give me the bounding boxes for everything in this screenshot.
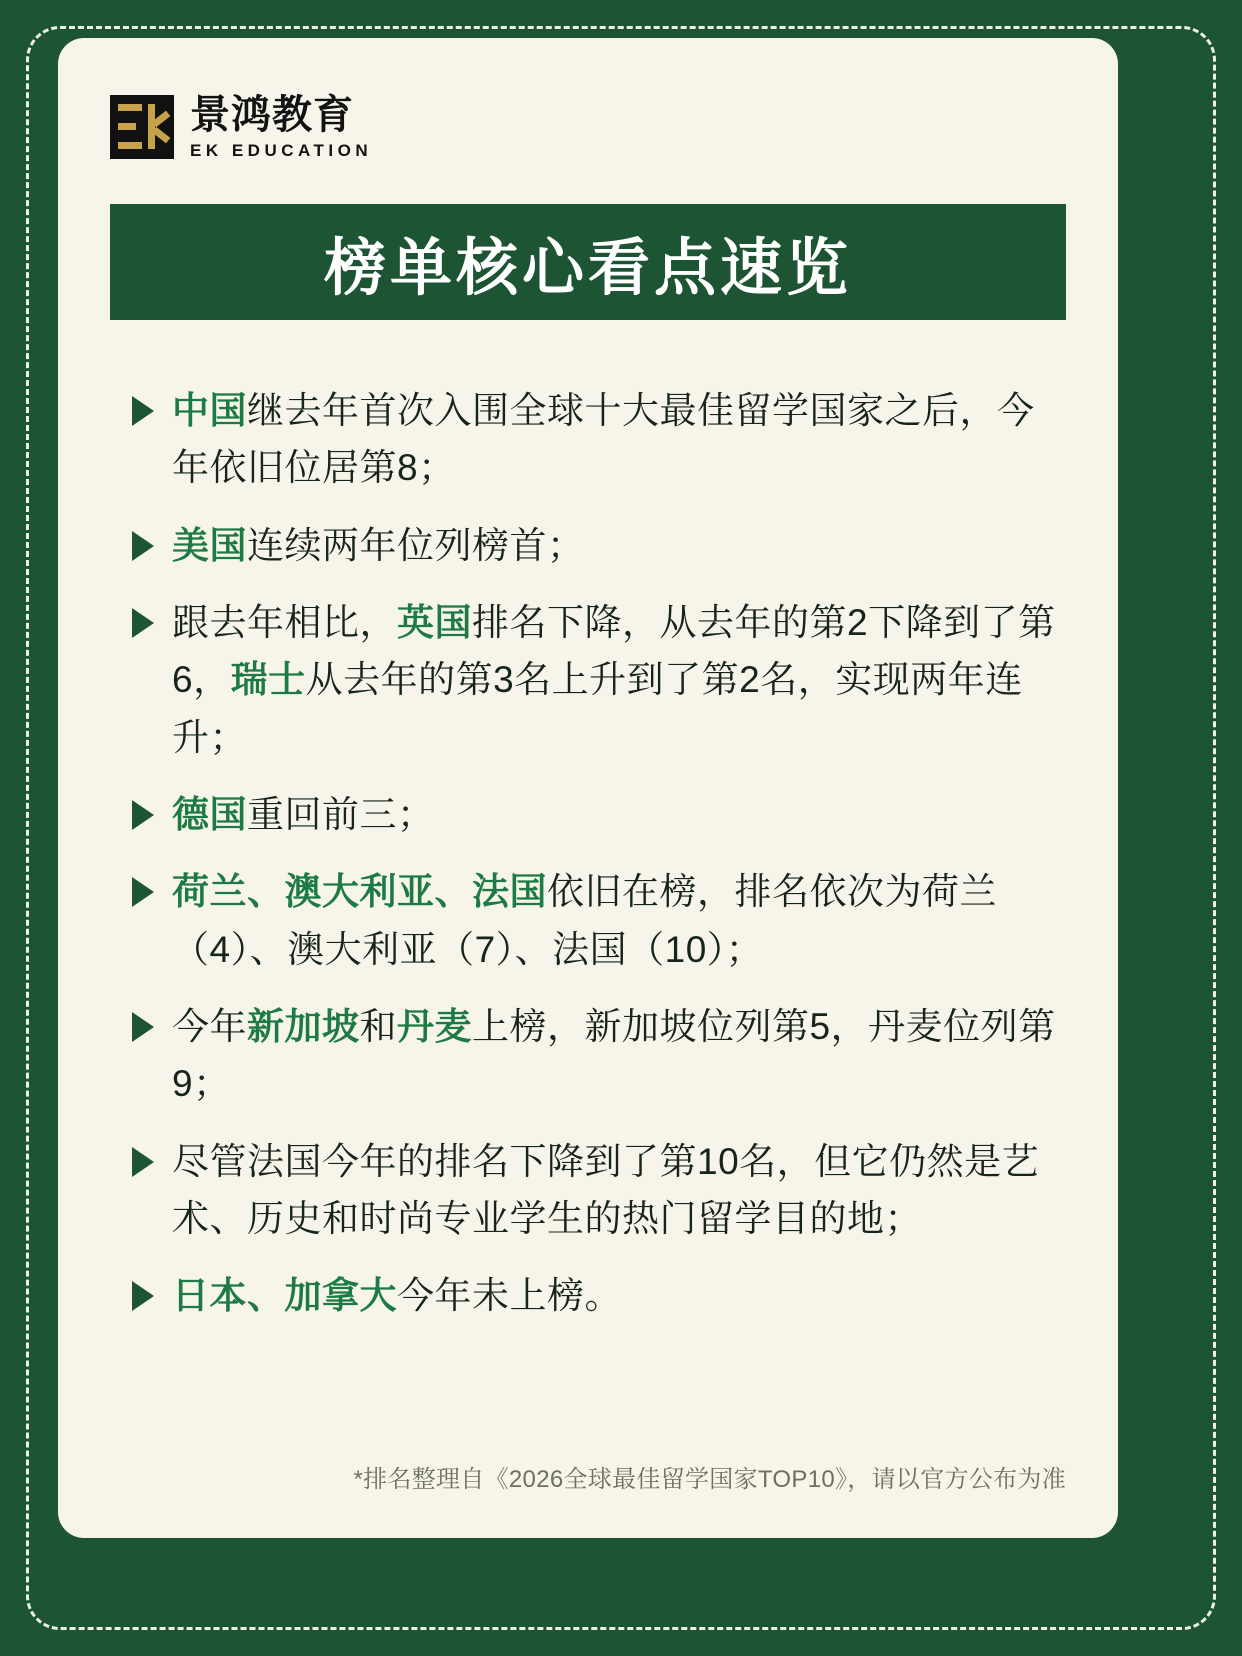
title-band [110, 204, 1066, 320]
list-item [132, 1133, 1060, 1248]
triangle-right-icon [132, 1147, 154, 1177]
body-text: 尽管法国今年的排名下降到了第10名，但它仍然是艺术、历史和时尚专业学生的热门留学目的地； [172, 1140, 1040, 1240]
body-text: 今年未上榜。 [397, 1275, 622, 1317]
page-title: 榜单核心看点速览 [323, 233, 852, 303]
brand-name-cn: 景鸿教育 [190, 93, 354, 137]
list-item-text [172, 594, 1060, 766]
highlight-term: 新加坡 [247, 1006, 360, 1048]
triangle-right-icon [132, 877, 154, 907]
highlight-term: 日本、加拿大 [172, 1275, 397, 1317]
highlight-term: 德国 [172, 794, 247, 836]
list-item [132, 786, 1060, 843]
list-item-text [172, 382, 1060, 497]
triangle-right-icon [132, 608, 154, 638]
list-item-text [172, 786, 1060, 843]
triangle-right-icon [132, 396, 154, 426]
highlight-term: 中国 [172, 390, 247, 431]
highlight-term: 英国 [397, 602, 472, 644]
triangle-right-icon [132, 800, 154, 830]
list-item-text [172, 1267, 1060, 1324]
list-item-text [172, 517, 1060, 574]
ek-monogram-icon [110, 95, 174, 159]
body-text: 连续两年位列榜首； [247, 524, 585, 566]
body-text: 重回前三； [247, 794, 435, 836]
triangle-right-icon [132, 1012, 154, 1042]
content-card [58, 38, 1118, 1538]
list-item-text [172, 1133, 1060, 1248]
list-item [132, 998, 1060, 1113]
highlight-term: 美国 [172, 524, 247, 566]
list-item [132, 382, 1060, 497]
list-item [132, 863, 1060, 978]
brand-text [190, 93, 372, 161]
list-item-text [172, 998, 1060, 1113]
body-text: 从去年的第3名上升到了第2名，实现两年连升； [172, 659, 1023, 758]
body-text: 排名下降，从去年的第2下降到了第6， [172, 602, 1056, 701]
body-text: 依旧在榜，排名依次为荷兰（4）、澳大利亚（7）、法国（10）； [172, 871, 997, 970]
body-text: 今年 [172, 1006, 247, 1048]
highlight-term: 瑞士 [230, 659, 306, 701]
bullet-list [110, 382, 1066, 1325]
brand-name-en: EK EDUCATION [190, 141, 373, 160]
list-item [132, 1267, 1060, 1324]
body-text: 上榜，新加坡位列第5，丹麦位列第9； [172, 1006, 1056, 1105]
highlight-term: 丹麦 [397, 1006, 472, 1048]
list-item-text [172, 863, 1060, 978]
list-item [132, 594, 1060, 766]
triangle-right-icon [132, 531, 154, 561]
footnote: *排名整理自《2026全球最佳留学国家TOP10》，请以官方公布为准 [353, 1466, 1066, 1493]
triangle-right-icon [132, 1281, 154, 1311]
body-text: 跟去年相比， [172, 602, 397, 644]
body-text: 继去年首次入围全球十大最佳留学国家之后，今年依旧位居第8； [172, 390, 1035, 489]
brand-header [110, 84, 1066, 170]
list-item [132, 517, 1060, 574]
body-text: 和 [359, 1006, 397, 1048]
highlight-term: 荷兰、澳大利亚、法国 [172, 871, 547, 913]
